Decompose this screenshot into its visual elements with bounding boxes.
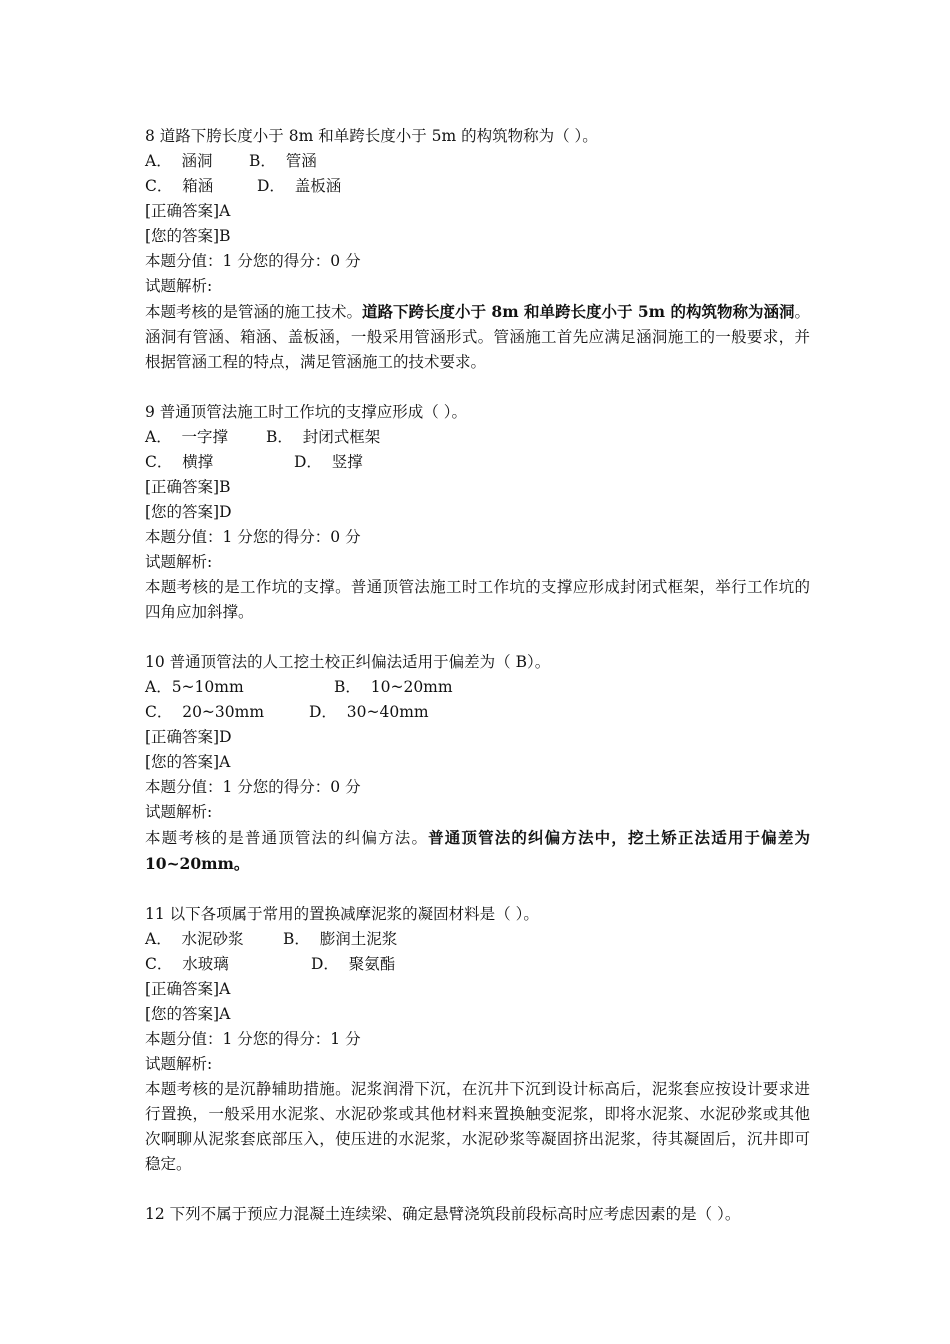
question-8 xyxy=(145,124,810,375)
question-11 xyxy=(145,902,810,1177)
option-b: B． 膨润土泥浆 xyxy=(283,930,398,948)
question-10 xyxy=(145,650,810,877)
analysis-label: 试题解析: xyxy=(145,803,213,821)
options-row xyxy=(145,174,810,199)
question-stem: 10 普通顶管法的人工挖土校正纠偏法适用于偏差为（ B）。 xyxy=(145,653,551,671)
option-b: B． 10~20mm xyxy=(334,678,453,696)
option-b: B． 封闭式框架 xyxy=(266,428,381,446)
option-d: D． 30~40mm xyxy=(309,703,429,721)
score-line: 本题分值：1 分您的得分：1 分 xyxy=(145,1030,361,1048)
analysis-text: 本题考核的是普通顶管法的纠偏方法。普通顶管法的纠偏方法中，挖土矫正法适用于偏差为 10~20mm。 xyxy=(145,828,810,873)
analysis-key-point: 道路下跨长度小于 8m 和单跨长度小于 5m 的构筑物称为涵洞 xyxy=(362,302,795,321)
option-d: D． 盖板涵 xyxy=(257,177,342,195)
your-answer: [您的答案]B xyxy=(145,227,231,245)
analysis-label: 试题解析: xyxy=(145,553,213,571)
option-a: A． 一字撑 xyxy=(145,428,229,446)
option-c: C． 横撑 xyxy=(145,453,214,471)
analysis-text: 本题考核的是工作坑的支撑。普通顶管法施工时工作坑的支撑应形成封闭式框架，举行工作坑的四角应加斜撑。 xyxy=(145,578,810,621)
analysis-text: 本题考核的是管涵的施工技术。道路下跨长度小于 8m 和单跨长度小于 5m 的构筑物称为涵洞。涵洞有管涵、箱涵、盖板涵，一般采用管涵形式。管涵施工首先应满足涵洞施工的一般要求，并根据管涵工程的特点，满足管涵施工的技术要求。 xyxy=(145,302,810,371)
question-9 xyxy=(145,400,810,625)
options-row xyxy=(145,700,810,725)
document-page xyxy=(145,124,810,1227)
options-row xyxy=(145,450,810,475)
analysis-label: 试题解析: xyxy=(145,1055,213,1073)
question-stem: 11 以下各项属于常用的置换减摩泥浆的凝固材料是（ ）。 xyxy=(145,905,539,923)
option-a: A．5~10mm xyxy=(145,678,244,696)
option-c: C． 20~30mm xyxy=(145,703,265,721)
options-row xyxy=(145,149,810,174)
your-answer: [您的答案]A xyxy=(145,753,231,771)
option-d: D． 聚氨酯 xyxy=(311,955,396,973)
score-line: 本题分值：1 分您的得分：0 分 xyxy=(145,528,361,546)
options-row xyxy=(145,927,810,952)
option-c: C． 箱涵 xyxy=(145,177,214,195)
analysis-key-point: 普通顶管法的纠偏方法中，挖土矫正法适用于偏差为 10~20mm。 xyxy=(145,828,810,873)
options-row xyxy=(145,952,810,977)
correct-answer: [正确答案]B xyxy=(145,478,231,496)
score-line: 本题分值：1 分您的得分：0 分 xyxy=(145,778,361,796)
your-answer: [您的答案]D xyxy=(145,503,232,521)
question-stem: 9 普通顶管法施工时工作坑的支撑应形成（ ）。 xyxy=(145,403,467,421)
score-line: 本题分值：1 分您的得分：0 分 xyxy=(145,252,361,270)
options-row xyxy=(145,675,810,700)
option-a: A． 涵洞 xyxy=(145,152,213,170)
question-stem: 8 道路下胯长度小于 8m 和单跨长度小于 5m 的构筑物称为（ ）。 xyxy=(145,127,598,145)
analysis-text: 本题考核的是沉静辅助措施。泥浆润滑下沉，在沉井下沉到设计标高后，泥浆套应按设计要求进行置换，一般采用水泥浆、水泥砂浆或其他材料来置换触变泥浆，即将水泥浆、水泥砂浆或其他次啊聊从泥浆套底部压入，使压进的水泥浆，水泥砂浆等凝固挤出泥浆，待其凝固后，沉井即可稳定。 xyxy=(145,1080,810,1173)
correct-answer: [正确答案]A xyxy=(145,980,231,998)
question-stem: 12 下列不属于预应力混凝土连续梁、确定悬臂浇筑段前段标高时应考虑因素的是（ ）。 xyxy=(145,1205,741,1223)
correct-answer: [正确答案]A xyxy=(145,202,231,220)
option-d: D． 竖撑 xyxy=(294,453,363,471)
option-b: B． 管涵 xyxy=(249,152,317,170)
your-answer: [您的答案]A xyxy=(145,1005,231,1023)
analysis-label: 试题解析: xyxy=(145,277,213,295)
option-c: C． 水玻璃 xyxy=(145,955,229,973)
correct-answer: [正确答案]D xyxy=(145,728,232,746)
option-a: A． 水泥砂浆 xyxy=(145,930,244,948)
options-row xyxy=(145,425,810,450)
